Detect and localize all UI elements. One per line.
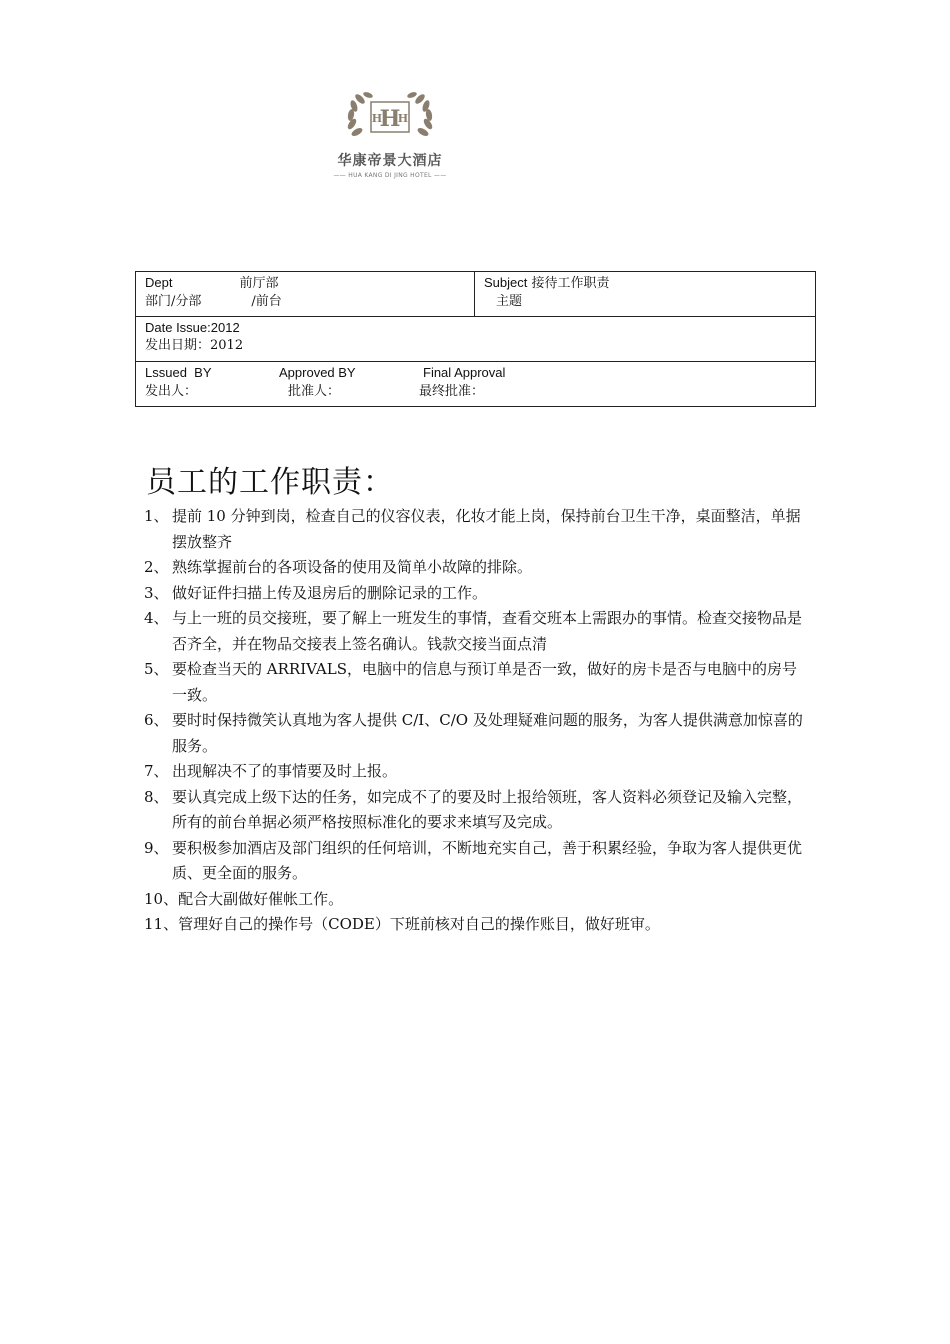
item-text: 出现解决不了的事情要及时上报。 <box>172 762 398 780</box>
hotel-name-en: —— HUA KANG DI JING HOTEL —— <box>333 172 447 179</box>
item-number: 11、 <box>144 915 179 933</box>
svg-text:H: H <box>397 112 409 125</box>
issued-label-en: Lssued BY <box>145 365 212 380</box>
dept-label-en: Dept <box>145 275 173 290</box>
subject-label-en: Subject <box>484 275 528 290</box>
item-number: 4、 <box>144 609 169 627</box>
date-label-cn: 发出日期：2012 <box>145 338 244 353</box>
item-text: 要积极参加酒店及部门组织的任何培训，不断地充实自己，善于积累经验，争取为客人提供更优质、更全面的服务。 <box>172 838 803 882</box>
list-item <box>144 836 808 887</box>
duties-list <box>144 504 808 938</box>
list-item <box>144 887 808 913</box>
item-text: 要检查当天的 ARRIVALS，电脑中的信息与预订单是否一致，做好的房卡是否与电脑中的房号一致。 <box>172 660 798 704</box>
list-item <box>144 657 808 708</box>
dept-value: 前厅部 <box>239 276 279 291</box>
item-number: 3、 <box>144 583 169 602</box>
dept-cell <box>136 272 475 317</box>
list-item <box>144 581 808 607</box>
subject-cell <box>475 272 816 317</box>
dept-label-cn: 部门/分部 <box>145 294 202 309</box>
subject-value: 接待工作职责 <box>531 276 610 291</box>
item-number: 7、 <box>144 762 169 780</box>
item-text: 熟练掌握前台的各项设备的使用及简单小故障的排除。 <box>172 558 533 576</box>
svg-text:H: H <box>371 112 383 125</box>
page-title: 员工的工作职责： <box>146 465 394 500</box>
item-number: 1、 <box>144 507 169 525</box>
item-number: 9、 <box>144 838 169 857</box>
hotel-logo <box>305 88 475 188</box>
item-number: 10、 <box>144 889 179 908</box>
list-item <box>144 708 808 759</box>
laurel-emblem-icon <box>305 88 475 148</box>
item-text: 要认真完成上级下达的任务，如完成不了的要及时上报给领班，客人资料必须登记及输入完整，所有的前台单据必须严格按照标准化的要求来填写及完成。 <box>172 787 803 831</box>
issued-label-cn: 发出人： <box>145 384 198 399</box>
item-number: 2、 <box>144 558 169 576</box>
item-text: 配合大副做好催帐工作。 <box>178 889 344 908</box>
date-label-en: Date Issue:2012 <box>145 320 240 335</box>
item-number: 8、 <box>144 787 169 806</box>
item-text: 做好证件扫描上传及退房后的删除记录的工作。 <box>172 583 488 602</box>
list-item <box>144 785 808 836</box>
approval-cell <box>136 362 816 407</box>
approved-label-en: Approved BY <box>279 365 356 380</box>
item-number: 6、 <box>144 711 169 729</box>
subject-label-cn: 主题 <box>496 294 523 309</box>
item-text: 与上一班的员交接班，要了解上一班发生的事情，查看交班本上需跟办的事情。检查交接物品是否齐全，并在物品交接表上签名确认。钱款交接当面点清 <box>172 609 803 653</box>
list-item <box>144 606 808 657</box>
document-info-table <box>135 271 816 407</box>
item-text: 要时时保持微笑认真地为客人提供 C/I、C/O 及处理疑难问题的服务，为客人提供满意加惊喜的服务。 <box>172 711 803 755</box>
item-text: 提前 10 分钟到岗，检查自己的仪容仪表，化妆才能上岗，保持前台卫生干净，桌面整洁，单据摆放整齐 <box>172 507 801 551</box>
item-text: 管理好自己的操作号（CODE）下班前核对自己的操作账目，做好班审。 <box>178 915 660 933</box>
list-item <box>144 555 808 581</box>
list-item <box>144 912 808 938</box>
list-item <box>144 759 808 785</box>
dept-sub-value: /前台 <box>251 294 282 309</box>
item-number: 5、 <box>144 660 169 678</box>
list-item <box>144 504 808 555</box>
hotel-name-cn: 华康帝景大酒店 <box>337 153 443 169</box>
svg-text:H: H <box>379 106 401 132</box>
approved-label-cn: 批准人： <box>288 384 341 399</box>
final-label-en: Final Approval <box>423 365 506 380</box>
date-cell <box>136 317 816 362</box>
final-label-cn: 最终批准： <box>419 384 485 399</box>
